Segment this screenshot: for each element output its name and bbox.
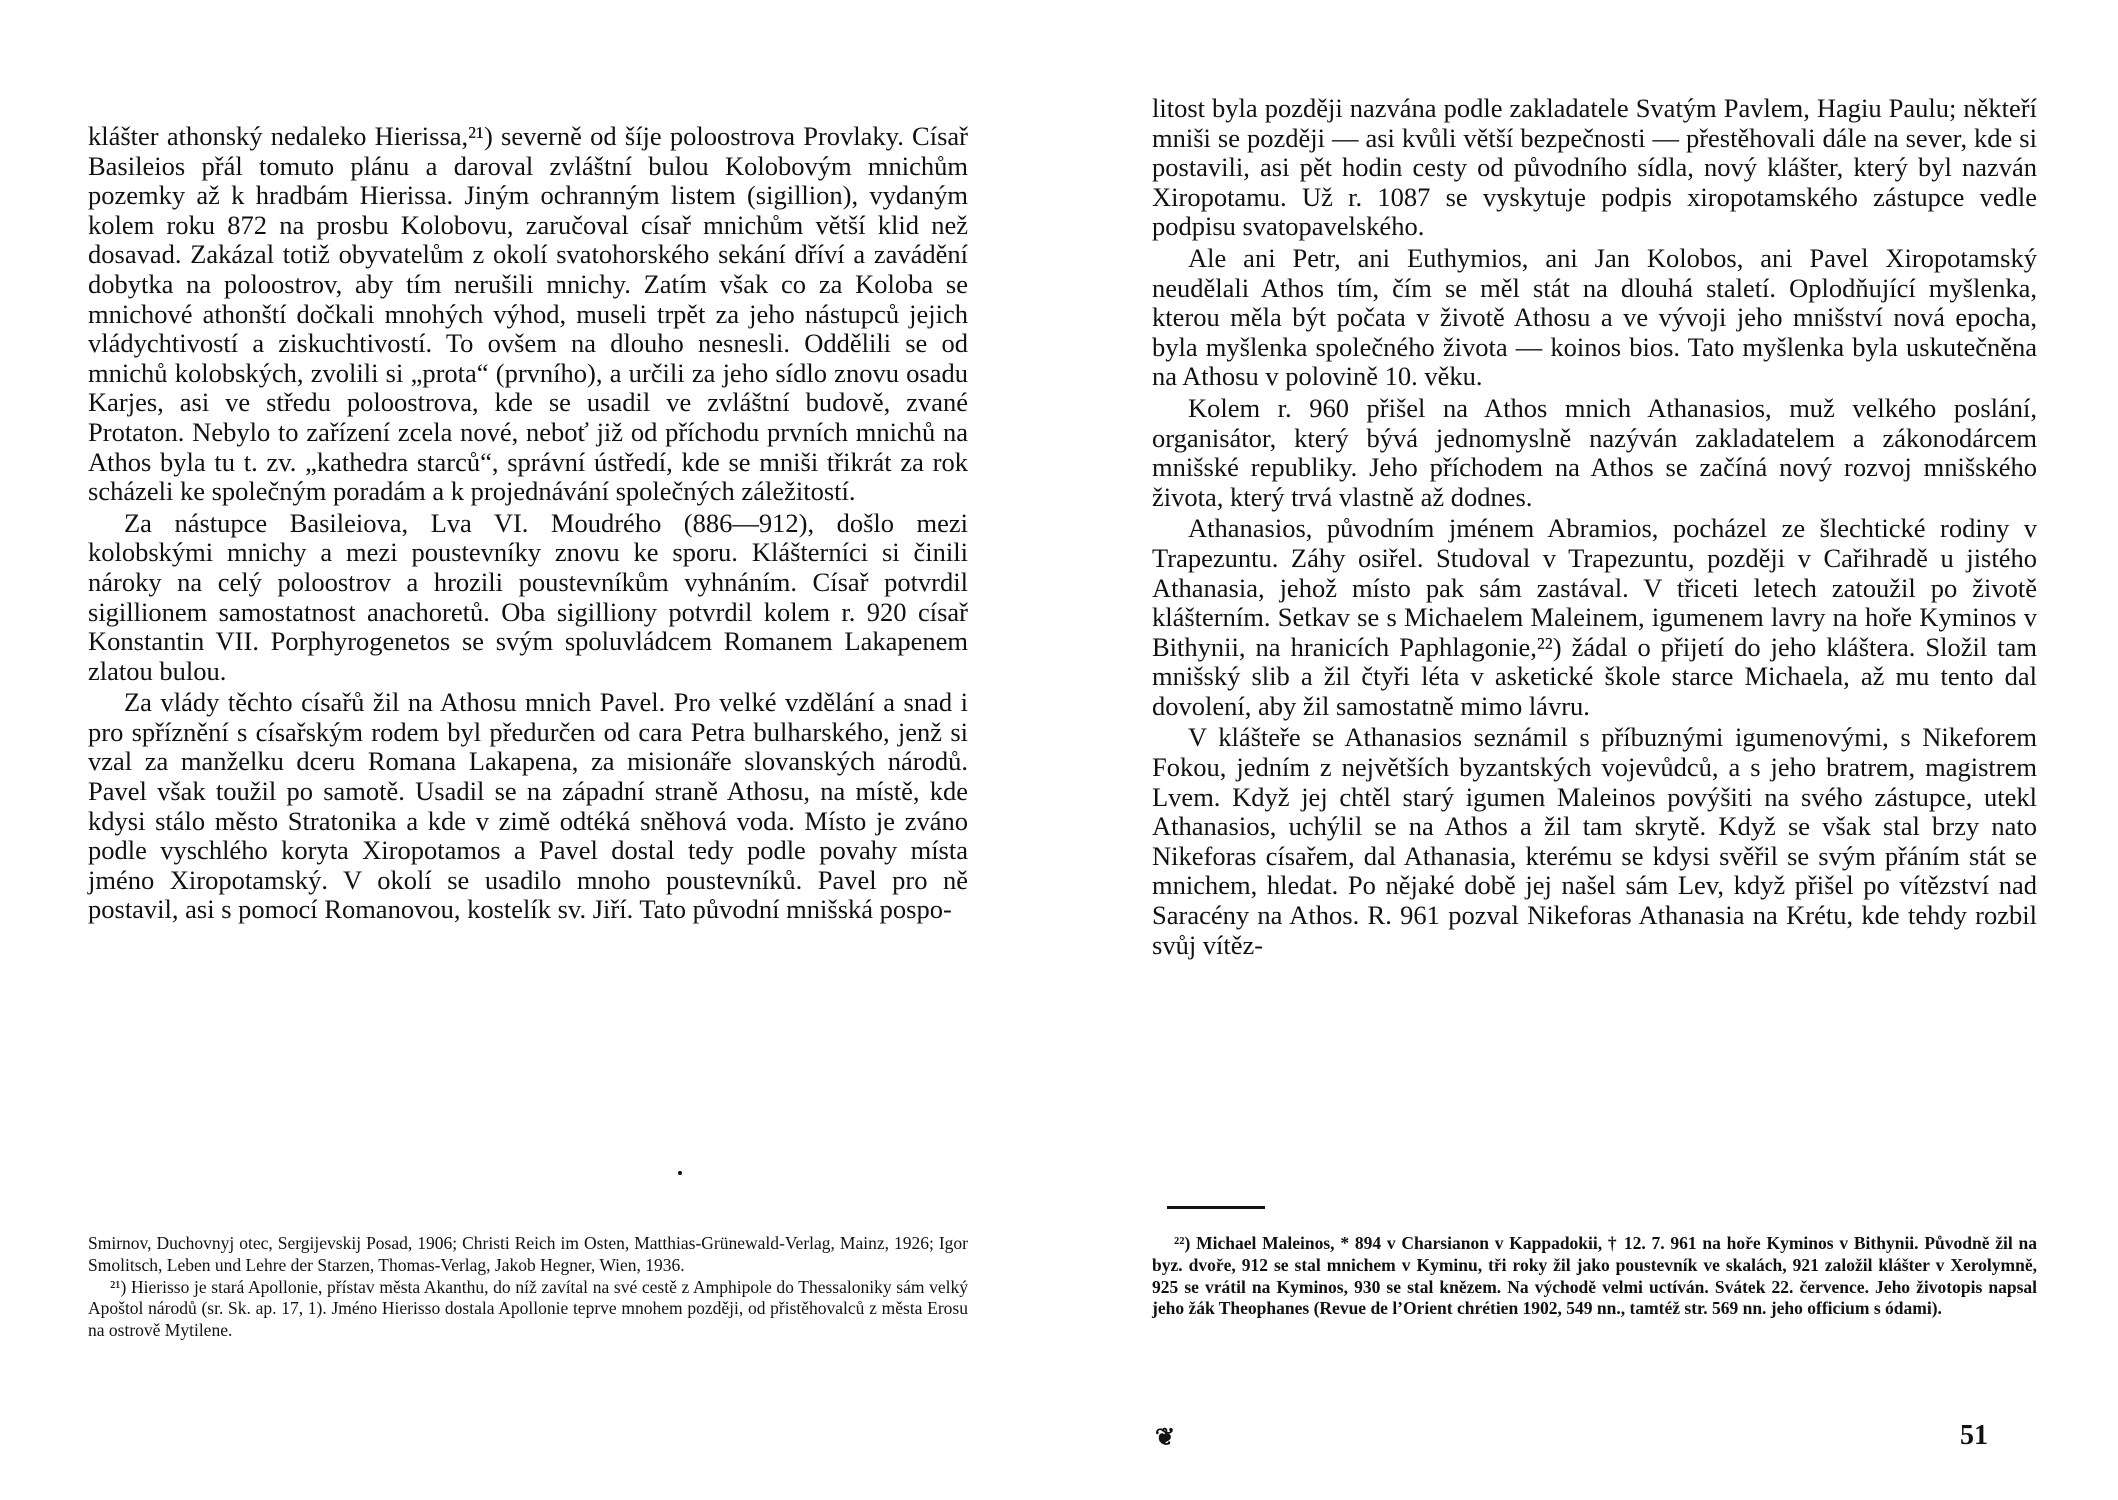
left-footnotes: [88, 1233, 968, 1342]
right-footnote-1: ²²) Michael Maleinos, * 894 v Charsianon v Kappadokii, † 12. 7. 961 na hoře Kyminos v Bithynii. Původně žil na byz. dvoře, 912 se stal mnichem v Kyminu, tři roky žil jako poustevník ve skalách, 921 založil klášter v Xerolymně, 925 se vrátil na Kyminos, 930 se stal knězem. Na východě velmi uctíván. Svátek 22. července. Jeho životopis napsal jeho žák Theophanes (Revue de l’Orient chrétien 1902, 549 nn., tamtéž str. 569 nn. jeho officium s ódami).: [1152, 1233, 2037, 1319]
left-paragraph-2: Za nástupce Basileiova, Lva VI. Moudrého (886—912), došlo mezi kolobskými mnichy a mezi poustevníky znovu ke sporu. Klášterníci si činili nároky na celý poloostrov a hrozili poustevníkům vyhnáním. Císař potvrdil sigillionem samostatnost anachoretů. Oba sigilliony potvrdil kolem r. 920 císař Konstantin VII. Porphyrogenetos se svým spoluvládcem Romanem Lakapenem zlatou bulou.: [88, 507, 968, 686]
page-number: 51: [1960, 1420, 1988, 1451]
left-paragraph-3: Za vlády těchto císařů žil na Athosu mnich Pavel. Pro velké vzdělání a snad i pro spříznění s císařským rodem byl předurčen od cara Petra bulharského, jenž si vzal za manželku dceru Romana Lakapena, za misionáře slovanských národů. Pavel však toužil po samotě. Usadil se na západní straně Athosu, na místě, kde kdysi stálo město Stratonika a kde v zimě odtéká sněhová voda. Místo je zváno podle vyschlého koryta Xiropotamos a Pavel dostal tedy podle povahy místa jméno Xiropotamský. V okolí se usadilo mnoho poustevníků. Pavel pro ně postavil, asi s pomocí Romanovou, kostelík sv. Jiří. Tato původní mnišská pospo-: [88, 687, 968, 925]
footnote-separator: [1167, 1206, 1265, 1209]
right-paragraph-3: Kolem r. 960 přišel na Athos mnich Athanasios, muž velkého poslání, organisátor, který bývá jednomyslně nazýván zakladatelem a zákonodárcem mnišské republiky. Jeho příchodem na Athos se začíná nový rozvoj mnišského života, který trvá vlastně až dodnes.: [1152, 392, 2037, 512]
left-footnote-1: Smirnov, Duchovnyj otec, Sergijevskij Posad, 1906; Christi Reich im Osten, Matthias-Grünewald-Verlag, Mainz, 1926; Igor Smolitsch, Leben und Lehre der Starzen, Thomas-Verlag, Jakob Hegner, Wien, 1936.: [88, 1233, 968, 1275]
right-footnotes: [1152, 1233, 2037, 1320]
right-paragraph-1: litost byla později nazvána podle zakladatele Svatým Pavlem, Hagiu Paulu; někteří mniši se později — asi kvůli větší bezpečnosti — přestěhovali dále na sever, kde si postavili, asi pět hodin cesty od původního sídla, nový klášter, který byl nazván Xiropotamu. Už r. 1087 se vyskytuje podpis xiropotamského zástupce vedle podpisu svatopavelského.: [1152, 93, 2037, 242]
printer-mark-icon: ❦: [1155, 1425, 1176, 1451]
left-page-body: [88, 122, 968, 925]
ink-dot: [678, 1171, 682, 1175]
right-page: [1059, 0, 2118, 1500]
left-paragraph-1: klášter athonský nedaleko Hierissa,²¹) severně od šíje poloostrova Provlaky. Císař Basileios přál tomuto plánu a daroval zvláštní bulou Kolobovým mnichům pozemky až k hradbám Hierissa. Jiným ochranným listem (sigillion), vydaným kolem roku 872 na prosbu Kolobovu, zaručoval císař mnichům větší klid než dosavad. Zakázal totiž obyvatelům z okolí svatohorského sekání dříví a zavádění dobytka na poloostrov, aby tím nerušili mnichy. Zatím však co za Koloba se mnichové athonští dočkali mnohých výhod, museli trpět za jeho nástupců jejich vládychtivostí a ziskuchtivostí. To ovšem na dlouho nesnesli. Oddělili se od mnichů kolobských, zvolili si „prota“ (prvního), a určili za jeho sídlo znovu osadu Karjes, asi ve středu poloostrova, kde se usadil ve zvláštní budově, zvané Protaton. Nebylo to zařízení zcela nové, neboť již od příchodu prvních mnichů na Athos byla tu t. zv. „kathedra starců“, správní ústředí, kde se mniši třikrát za rok scházeli ke společným poradám a k projednávání společných záležitostí.: [88, 121, 968, 507]
right-paragraph-5: V klášteře se Athanasios seznámil s příbuznými igumenovými, s Nikeforem Fokou, jedním z největších byzantských vojevůdců, a s jeho bratrem, magistrem Lvem. Když jej chtěl starý igumen Maleinos povýšiti na svého zástupce, utekl Athanasios, uchýlil se na Athos a žil tam skrytě. Když se však stal brzy nato Nikeforas císařem, dal Athanasia, kterému se kdysi svěřil se svým přáním stát se mnichem, hledat. Po nějaké době jej našel sám Lev, když přišel po vítězství nad Saracény na Athos. R. 961 pozval Nikeforas Athanasia na Krétu, kde tehdy rozbil svůj vítěz-: [1152, 722, 2037, 960]
right-paragraph-4: Athanasios, původním jménem Abramios, pocházel ze šlechtické rodiny v Trapezuntu. Záhy osiřel. Studoval v Trapezuntu, později v Cařihradě u jistého Athanasia, jehož místo pak sám zastával. V třiceti letech zatoužil po životě klášterním. Setkav se s Michaelem Maleinem, igumenem lavry na hoře Kyminos v Bithynii, na hranicích Paphlagonie,²²) žádal o přijetí do jeho kláštera. Složil tam mnišský slib a žil čtyři léta v asketické škole starce Michaela, až mu tento dal dovolení, aby žil samostatně mimo lávru.: [1152, 513, 2037, 721]
right-paragraph-2: Ale ani Petr, ani Euthymios, ani Jan Kolobos, ani Pavel Xiropotamský neudělali Athos tím, čím se měl stát na dlouhá staletí. Oplodňující myšlenka, kterou měla být počata v životě Athosu a ve vývoji jeho mnišství nová epocha, byla myšlenka společného života — koinos bios. Tato myšlenka byla uskutečněna na Athosu v polovině 10. věku.: [1152, 242, 2037, 392]
right-page-body: [1152, 94, 2037, 960]
left-footnote-2: ²¹) Hierisso je stará Apollonie, přístav města Akanthu, do níž zavítal na své cestě z Amphipole do Thessaloniky sám velký Apoštol národů (sr. Sk. ap. 17, 1). Jméno Hierisso dostala Apollonie teprve mnohem později, od přistěhovalců z města Erosu na ostrově Mytilene.: [88, 1276, 968, 1341]
